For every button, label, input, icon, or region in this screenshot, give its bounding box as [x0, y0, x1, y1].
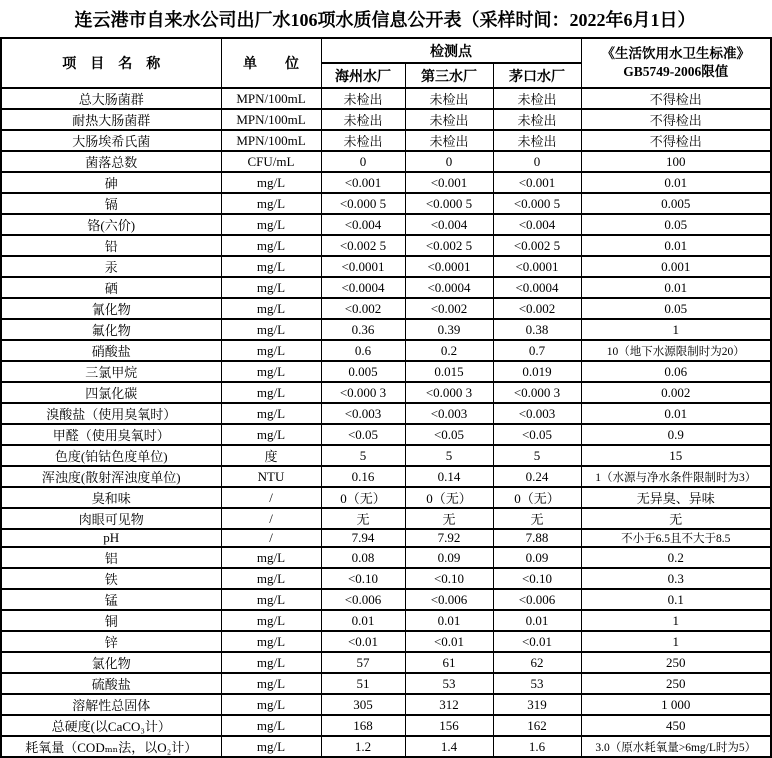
unit: mg/L [221, 736, 321, 757]
item-name: 汞 [1, 256, 221, 277]
value-maokou: 53 [493, 673, 581, 694]
value-maokou: 0.019 [493, 361, 581, 382]
value-maokou: <0.0001 [493, 256, 581, 277]
value-disan: 1.4 [405, 736, 493, 757]
item-name: 铝 [1, 547, 221, 568]
item-name: 溶解性总固体 [1, 694, 221, 715]
unit: mg/L [221, 589, 321, 610]
header-standard-line2: GB5749-2006限值 [623, 64, 729, 79]
value-disan: <0.0004 [405, 277, 493, 298]
table-row [1, 361, 771, 382]
limit: 450 [581, 715, 771, 736]
item-name: 硒 [1, 277, 221, 298]
limit: 1 000 [581, 694, 771, 715]
item-name: 三氯甲烷 [1, 361, 221, 382]
table-header [1, 38, 771, 88]
unit: 度 [221, 445, 321, 466]
limit: 100 [581, 151, 771, 172]
item-name: 硫酸盐 [1, 673, 221, 694]
item-name: 甲醛（使用臭氧时） [1, 424, 221, 445]
value-disan: <0.002 [405, 298, 493, 319]
limit: 1 [581, 631, 771, 652]
value-maokou: 0.24 [493, 466, 581, 487]
item-name: 溴酸盐（使用臭氧时） [1, 403, 221, 424]
table-row [1, 340, 771, 361]
item-name: 锰 [1, 589, 221, 610]
value-maokou: <0.002 [493, 298, 581, 319]
page-title: 连云港市自来水公司出厂水106项水质信息公开表（采样时间：2022年6月1日） [74, 9, 696, 30]
value-disan: 0.2 [405, 340, 493, 361]
header-plant-haizhou: 海州水厂 [321, 63, 405, 88]
limit: 1（水源与净水条件限制时为3） [581, 466, 771, 487]
value-disan: <0.10 [405, 568, 493, 589]
table-row [1, 652, 771, 673]
limit: 1 [581, 319, 771, 340]
value-disan: 未检出 [405, 88, 493, 109]
table-row [1, 466, 771, 487]
value-maokou: <0.0004 [493, 277, 581, 298]
table-row [1, 673, 771, 694]
limit: 0.01 [581, 403, 771, 424]
unit: / [221, 487, 321, 508]
value-maokou: 未检出 [493, 109, 581, 130]
table-row [1, 193, 771, 214]
value-maokou: <0.01 [493, 631, 581, 652]
item-name: 大肠埃希氏菌 [1, 130, 221, 151]
unit: mg/L [221, 319, 321, 340]
item-name: 耐热大肠菌群 [1, 109, 221, 130]
value-haizhou: 1.2 [321, 736, 405, 757]
limit: 0.002 [581, 382, 771, 403]
limit: 0.9 [581, 424, 771, 445]
value-maokou: <0.002 5 [493, 235, 581, 256]
value-disan: 0.39 [405, 319, 493, 340]
unit: mg/L [221, 547, 321, 568]
value-disan: <0.05 [405, 424, 493, 445]
table-row [1, 130, 771, 151]
value-disan: <0.001 [405, 172, 493, 193]
item-name: 锌 [1, 631, 221, 652]
value-maokou: 0 [493, 151, 581, 172]
header-detection-points: 检测点 [321, 38, 581, 63]
value-disan: <0.006 [405, 589, 493, 610]
table-row [1, 151, 771, 172]
unit: mg/L [221, 256, 321, 277]
value-maokou: <0.10 [493, 568, 581, 589]
unit: MPN/100mL [221, 88, 321, 109]
header-item-name: 项 目 名 称 [1, 38, 221, 88]
value-haizhou: <0.10 [321, 568, 405, 589]
value-haizhou: <0.05 [321, 424, 405, 445]
value-disan: <0.0001 [405, 256, 493, 277]
unit: mg/L [221, 715, 321, 736]
value-disan: 156 [405, 715, 493, 736]
unit: mg/L [221, 361, 321, 382]
value-disan: 61 [405, 652, 493, 673]
value-haizhou: 0.16 [321, 466, 405, 487]
value-disan: <0.01 [405, 631, 493, 652]
header-standard-line1: 《生活饮用水卫生标准》 [601, 46, 750, 62]
limit: 250 [581, 673, 771, 694]
unit: CFU/mL [221, 151, 321, 172]
item-name: 铬(六价) [1, 214, 221, 235]
item-name: 铅 [1, 235, 221, 256]
header-plant-disan: 第三水厂 [405, 63, 493, 88]
unit: mg/L [221, 382, 321, 403]
table-row [1, 487, 771, 508]
unit: mg/L [221, 631, 321, 652]
limit: 0.05 [581, 214, 771, 235]
value-haizhou: <0.000 5 [321, 193, 405, 214]
limit: 0.1 [581, 589, 771, 610]
unit: NTU [221, 466, 321, 487]
item-name: 砷 [1, 172, 221, 193]
unit: mg/L [221, 298, 321, 319]
limit: 0.005 [581, 193, 771, 214]
value-disan: <0.000 3 [405, 382, 493, 403]
table-row [1, 424, 771, 445]
value-maokou: <0.05 [493, 424, 581, 445]
table-row [1, 445, 771, 466]
item-name: 总大肠菌群 [1, 88, 221, 109]
value-haizhou: <0.01 [321, 631, 405, 652]
value-maokou: 162 [493, 715, 581, 736]
item-name: 氯化物 [1, 652, 221, 673]
table-row [1, 298, 771, 319]
value-haizhou: <0.006 [321, 589, 405, 610]
table-row [1, 172, 771, 193]
header-plant-maokou: 茅口水厂 [493, 63, 581, 88]
table-row [1, 109, 771, 130]
value-maokou: 7.88 [493, 529, 581, 547]
value-maokou: 未检出 [493, 130, 581, 151]
unit: mg/L [221, 277, 321, 298]
item-name: 臭和味 [1, 487, 221, 508]
value-haizhou: 0.01 [321, 610, 405, 631]
table-row [1, 589, 771, 610]
value-haizhou: <0.004 [321, 214, 405, 235]
table-row [1, 382, 771, 403]
value-haizhou: 未检出 [321, 130, 405, 151]
value-haizhou: 无 [321, 508, 405, 529]
item-name: 肉眼可见物 [1, 508, 221, 529]
item-name: 总硬度(以CaCO₃计） [1, 715, 221, 736]
table-row [1, 277, 771, 298]
table-row [1, 88, 771, 109]
unit: / [221, 508, 321, 529]
value-disan: 未检出 [405, 109, 493, 130]
limit: 无异臭、异味 [581, 487, 771, 508]
value-disan: <0.004 [405, 214, 493, 235]
value-maokou: 1.6 [493, 736, 581, 757]
table-row [1, 256, 771, 277]
value-disan: 0.09 [405, 547, 493, 568]
value-maokou: 0.09 [493, 547, 581, 568]
limit: 250 [581, 652, 771, 673]
unit: mg/L [221, 214, 321, 235]
value-disan: 无 [405, 508, 493, 529]
unit: mg/L [221, 172, 321, 193]
value-maokou: 0（无） [493, 487, 581, 508]
item-name: 铜 [1, 610, 221, 631]
value-maokou: 0.38 [493, 319, 581, 340]
value-haizhou: <0.0004 [321, 277, 405, 298]
item-name: 镉 [1, 193, 221, 214]
table-row [1, 694, 771, 715]
item-name: 四氯化碳 [1, 382, 221, 403]
table-row [1, 508, 771, 529]
item-name: 氰化物 [1, 298, 221, 319]
table-row [1, 547, 771, 568]
value-haizhou: 0.08 [321, 547, 405, 568]
table-row [1, 319, 771, 340]
limit: 不得检出 [581, 130, 771, 151]
unit: mg/L [221, 694, 321, 715]
unit: mg/L [221, 193, 321, 214]
unit: MPN/100mL [221, 130, 321, 151]
value-maokou: <0.000 5 [493, 193, 581, 214]
limit: 1 [581, 610, 771, 631]
table-row [1, 568, 771, 589]
limit: 0.3 [581, 568, 771, 589]
value-maokou: <0.003 [493, 403, 581, 424]
limit: 10（地下水源限制时为20） [581, 340, 771, 361]
limit: 0.01 [581, 277, 771, 298]
value-haizhou: <0.001 [321, 172, 405, 193]
table-row [1, 631, 771, 652]
value-haizhou: 0.005 [321, 361, 405, 382]
item-name: 浑浊度(散射浑浊度单位) [1, 466, 221, 487]
unit: mg/L [221, 652, 321, 673]
limit: 0.01 [581, 172, 771, 193]
value-maokou: 未检出 [493, 88, 581, 109]
item-name: 铁 [1, 568, 221, 589]
unit: / [221, 529, 321, 547]
header-standard [581, 38, 771, 88]
limit: 0.01 [581, 235, 771, 256]
value-haizhou: <0.000 3 [321, 382, 405, 403]
item-name: 氟化物 [1, 319, 221, 340]
table-row [1, 235, 771, 256]
limit: 无 [581, 508, 771, 529]
unit: mg/L [221, 235, 321, 256]
value-disan: 0.01 [405, 610, 493, 631]
value-haizhou: 168 [321, 715, 405, 736]
value-haizhou: 305 [321, 694, 405, 715]
value-haizhou: 未检出 [321, 109, 405, 130]
value-haizhou: 57 [321, 652, 405, 673]
limit: 不得检出 [581, 88, 771, 109]
table-row [1, 214, 771, 235]
water-quality-table [0, 37, 772, 758]
value-haizhou: <0.002 [321, 298, 405, 319]
value-maokou: <0.006 [493, 589, 581, 610]
value-disan: 7.92 [405, 529, 493, 547]
unit: mg/L [221, 610, 321, 631]
limit: 0.2 [581, 547, 771, 568]
table-row [1, 715, 771, 736]
table-row [1, 610, 771, 631]
unit: mg/L [221, 403, 321, 424]
value-maokou: 319 [493, 694, 581, 715]
value-haizhou: 未检出 [321, 88, 405, 109]
unit: mg/L [221, 424, 321, 445]
value-disan: 0（无） [405, 487, 493, 508]
value-haizhou: 0（无） [321, 487, 405, 508]
value-haizhou: <0.002 5 [321, 235, 405, 256]
header-unit: 单 位 [221, 38, 321, 88]
limit: 不小于6.5且不大于8.5 [581, 529, 771, 547]
table-row [1, 403, 771, 424]
table-body [1, 88, 771, 757]
value-disan: 53 [405, 673, 493, 694]
value-disan: 未检出 [405, 130, 493, 151]
item-name: pH [1, 529, 221, 547]
table-row [1, 529, 771, 547]
value-disan: <0.000 5 [405, 193, 493, 214]
value-disan: 0 [405, 151, 493, 172]
value-disan: <0.003 [405, 403, 493, 424]
limit: 0.05 [581, 298, 771, 319]
value-disan: 0.015 [405, 361, 493, 382]
value-maokou: 无 [493, 508, 581, 529]
value-haizhou: 5 [321, 445, 405, 466]
limit: 3.0（原水耗氧量>6mg/L时为5） [581, 736, 771, 757]
item-name: 菌落总数 [1, 151, 221, 172]
limit: 15 [581, 445, 771, 466]
value-disan: <0.002 5 [405, 235, 493, 256]
value-disan: 0.14 [405, 466, 493, 487]
value-disan: 5 [405, 445, 493, 466]
value-maokou: <0.004 [493, 214, 581, 235]
unit: mg/L [221, 568, 321, 589]
value-haizhou: <0.003 [321, 403, 405, 424]
unit: mg/L [221, 673, 321, 694]
limit: 0.06 [581, 361, 771, 382]
limit: 不得检出 [581, 109, 771, 130]
value-haizhou: <0.0001 [321, 256, 405, 277]
item-name: 耗氧量（CODₘₙ法，以O₂计） [1, 736, 221, 757]
item-name: 色度(铂钴色度单位) [1, 445, 221, 466]
value-disan: 312 [405, 694, 493, 715]
value-maokou: <0.000 3 [493, 382, 581, 403]
value-haizhou: 0.36 [321, 319, 405, 340]
value-maokou: 0.7 [493, 340, 581, 361]
value-maokou: 0.01 [493, 610, 581, 631]
value-maokou: 62 [493, 652, 581, 673]
value-haizhou: 51 [321, 673, 405, 694]
table-row [1, 736, 771, 757]
value-maokou: <0.001 [493, 172, 581, 193]
value-haizhou: 0 [321, 151, 405, 172]
value-haizhou: 0.6 [321, 340, 405, 361]
value-haizhou: 7.94 [321, 529, 405, 547]
unit: MPN/100mL [221, 109, 321, 130]
item-name: 硝酸盐 [1, 340, 221, 361]
unit: mg/L [221, 340, 321, 361]
value-maokou: 5 [493, 445, 581, 466]
limit: 0.001 [581, 256, 771, 277]
